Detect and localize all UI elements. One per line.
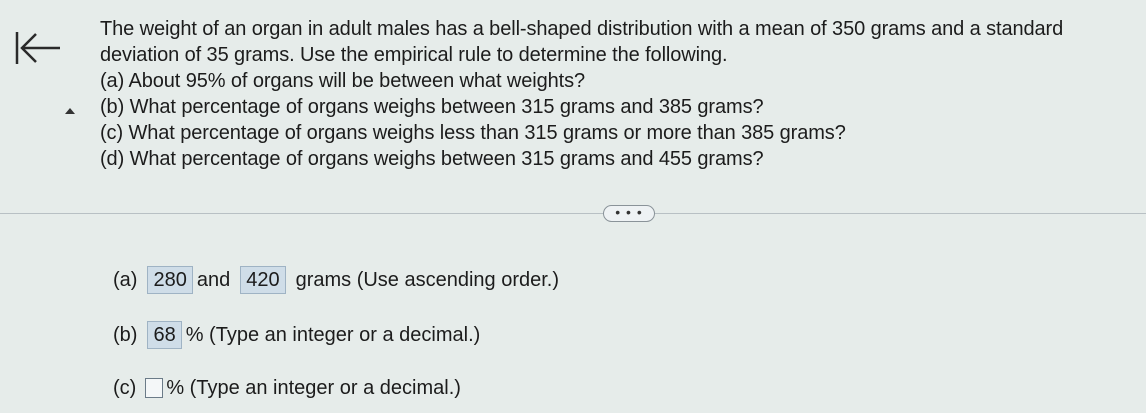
answer-c-input[interactable] — [145, 378, 163, 398]
answer-a-upper-input[interactable]: 420 — [240, 266, 285, 294]
answer-label-a: (a) — [113, 269, 138, 291]
answer-row-b — [113, 321, 480, 349]
question-line: The weight of an organ in adult males has a bell-shaped distribution with a mean of 350 grams and a standard — [100, 18, 1064, 40]
question-text — [100, 16, 1130, 172]
answer-label-b: (b) — [113, 324, 138, 346]
answer-a-connector: and — [196, 269, 231, 291]
question-line: deviation of 35 grams. Use the empirical rule to determine the following. — [100, 44, 728, 66]
question-part-b: (b) What percentage of organs weighs between 315 grams and 385 grams? — [100, 96, 764, 118]
answer-a-suffix: grams (Use ascending order.) — [295, 269, 560, 291]
ellipsis-icon: • • • — [615, 203, 643, 220]
answer-row-c — [113, 375, 461, 401]
answer-row-a — [113, 266, 559, 294]
answer-c-suffix: % (Type an integer or a decimal.) — [166, 377, 461, 399]
divider — [0, 213, 1146, 214]
answer-a-lower-input[interactable]: 280 — [147, 266, 192, 294]
back-arrow-icon[interactable] — [14, 28, 64, 68]
answer-b-input[interactable]: 68 — [147, 321, 181, 349]
answer-label-c: (c) — [113, 377, 137, 399]
answer-b-suffix: % (Type an integer or a decimal.) — [185, 324, 481, 346]
caret-up-icon — [64, 107, 76, 115]
question-part-c: (c) What percentage of organs weighs less than 315 grams or more than 385 grams? — [100, 122, 846, 144]
more-options-button[interactable] — [603, 205, 655, 222]
question-part-d: (d) What percentage of organs weighs between 315 grams and 455 grams? — [100, 148, 764, 170]
question-part-a: (a) About 95% of organs will be between what weights? — [100, 70, 585, 92]
